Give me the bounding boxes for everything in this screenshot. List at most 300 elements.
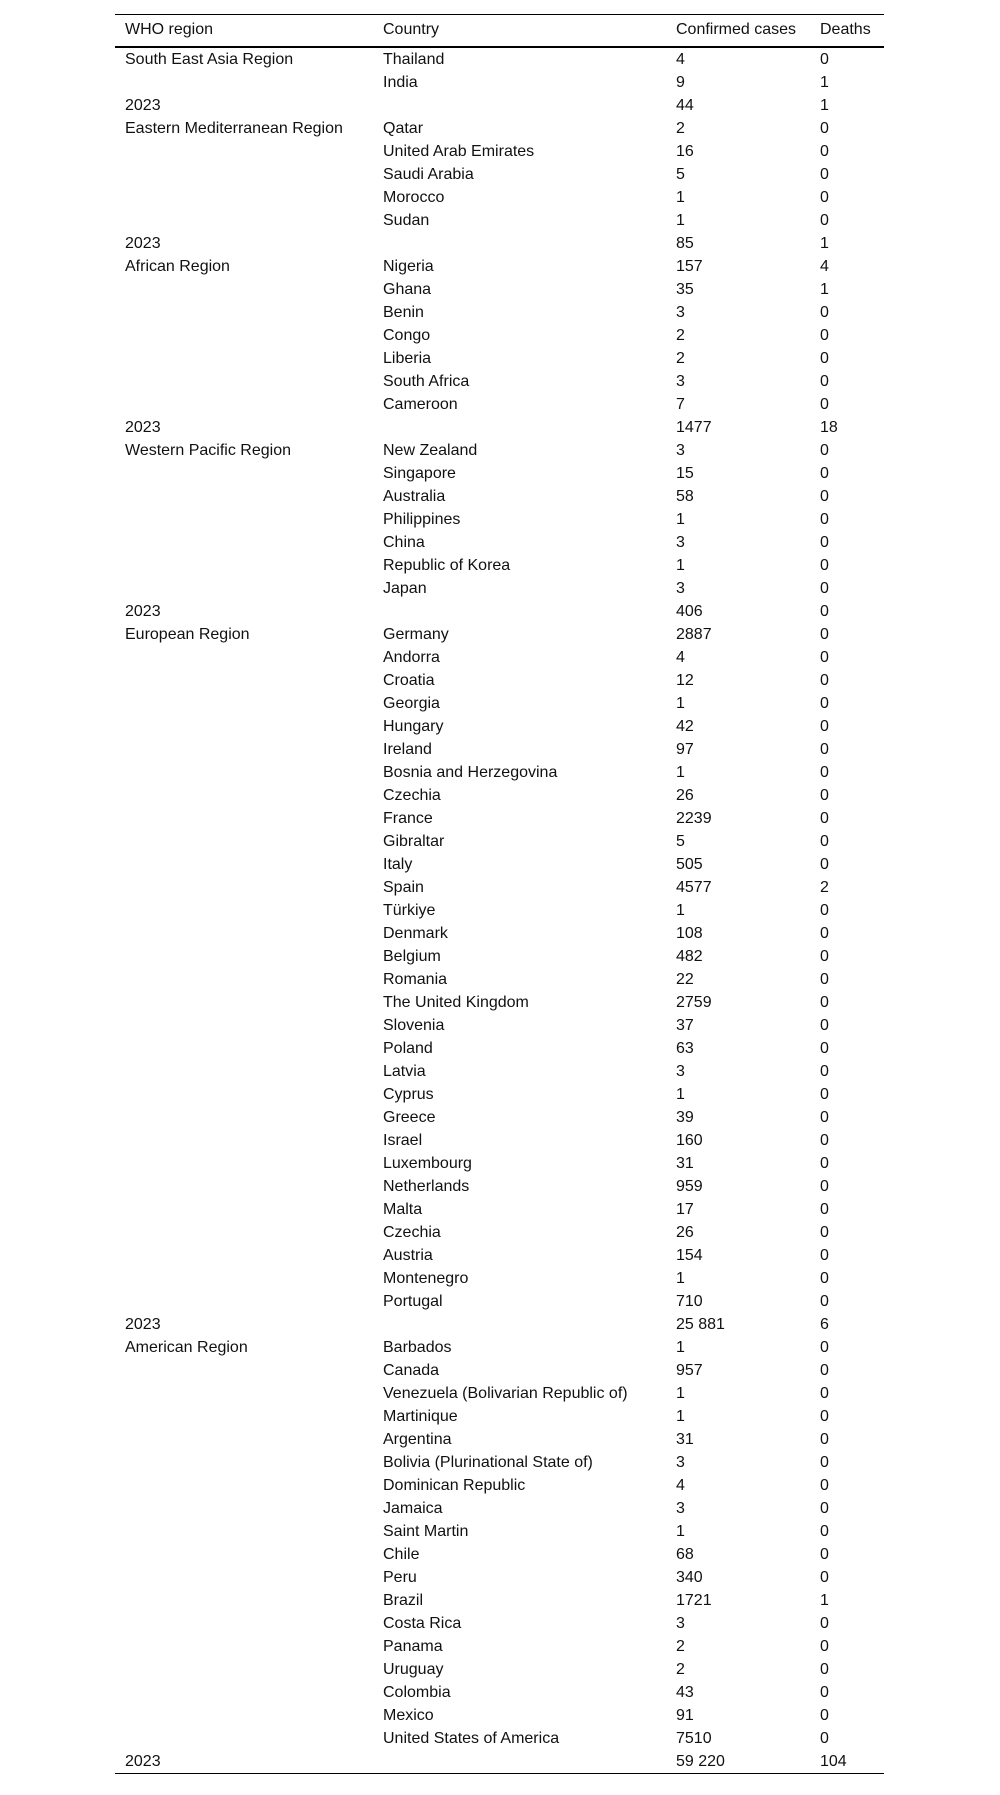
cell-who-region: [115, 485, 373, 508]
cell-country: Israel: [383, 1131, 423, 1149]
cell-country: Ghana: [383, 280, 432, 298]
cell-confirmed-cases: 7510: [676, 1729, 712, 1747]
cell-who-region: [115, 1704, 373, 1727]
cell-country: Australia: [383, 487, 446, 505]
cell-deaths: 0: [820, 1131, 829, 1149]
cell-deaths: 0: [820, 510, 829, 528]
cell-deaths: 0: [820, 50, 829, 68]
cell-confirmed-cases: 1: [676, 1407, 685, 1425]
cell-who-region: [115, 140, 373, 163]
cell-who-region: [115, 1129, 373, 1152]
table-row: [115, 1428, 884, 1451]
cell-deaths: 1: [820, 73, 829, 91]
table-row: [115, 347, 884, 370]
table-row: [115, 531, 884, 554]
header-row: [115, 15, 884, 47]
table-row: [115, 163, 884, 186]
cell-deaths: 104: [810, 1750, 884, 1774]
data-table-container: [115, 14, 884, 1774]
table-row: [115, 554, 884, 577]
table-row: [115, 876, 884, 899]
cell-deaths: 0: [820, 970, 829, 988]
header-deaths: Deaths: [810, 15, 884, 47]
header-who-region: WHO region: [115, 15, 373, 47]
cell-deaths: 0: [820, 1407, 829, 1425]
cell-confirmed-cases: 1: [676, 556, 685, 574]
cell-who-region: [115, 554, 373, 577]
cell-deaths: 0: [820, 993, 829, 1011]
cell-deaths: 0: [820, 1108, 829, 1126]
table-row: [115, 1175, 884, 1198]
cell-confirmed-cases: 160: [676, 1131, 703, 1149]
cell-who-region: [115, 876, 373, 899]
cell-deaths: 0: [820, 464, 829, 482]
table-row: [115, 1014, 884, 1037]
cell-confirmed-cases: 68: [676, 1545, 694, 1563]
cell-who-region: American Region: [125, 1338, 248, 1356]
cell-deaths: 0: [820, 947, 829, 965]
cell-deaths: 0: [820, 855, 829, 873]
cell-who-region: 2023: [125, 418, 161, 436]
table-row: [115, 1152, 884, 1175]
cell-deaths: 0: [820, 740, 829, 758]
cell-deaths: 0: [820, 1614, 829, 1632]
cell-who-region: [115, 922, 373, 945]
cell-deaths: 0: [820, 648, 829, 666]
cell-country: [373, 1750, 666, 1774]
cell-deaths: 0: [820, 786, 829, 804]
cell-deaths: 0: [820, 372, 829, 390]
cell-who-region: [115, 715, 373, 738]
cell-deaths: 0: [820, 809, 829, 827]
cell-confirmed-cases: 482: [676, 947, 703, 965]
cell-country: Saint Martin: [383, 1522, 469, 1540]
cell-confirmed-cases: 3: [676, 1499, 685, 1517]
cell-who-region: [115, 784, 373, 807]
cell-who-region: [115, 209, 373, 232]
table-row-subtotal: [115, 600, 884, 623]
cell-who-region: [115, 186, 373, 209]
cell-confirmed-cases: 37: [676, 1016, 694, 1034]
cell-confirmed-cases: 3: [676, 1453, 685, 1471]
cell-deaths: 0: [820, 1269, 829, 1287]
table-row: [115, 623, 884, 646]
cell-country: Andorra: [383, 648, 440, 666]
cell-confirmed-cases: 4: [676, 50, 685, 68]
cell-confirmed-cases: 25 881: [676, 1315, 725, 1333]
table-row: [115, 1037, 884, 1060]
table-row-subtotal: [115, 232, 884, 255]
cell-who-region: [115, 807, 373, 830]
table-row: [115, 853, 884, 876]
cell-country: Germany: [383, 625, 449, 643]
cell-confirmed-cases: 1: [676, 1085, 685, 1103]
cell-confirmed-cases: 44: [676, 96, 694, 114]
cell-country: Costa Rica: [383, 1614, 462, 1632]
cell-country: Martinique: [383, 1407, 458, 1425]
cell-confirmed-cases: 1: [676, 1384, 685, 1402]
cell-who-region: [115, 1106, 373, 1129]
cell-confirmed-cases: 39: [676, 1108, 694, 1126]
cell-deaths: 0: [820, 1200, 829, 1218]
table-row: [115, 1635, 884, 1658]
cell-country: [373, 1313, 666, 1336]
cell-country: Dominican Republic: [383, 1476, 526, 1494]
cell-who-region: [115, 1635, 373, 1658]
cell-country: Congo: [383, 326, 431, 344]
cell-country: Uruguay: [383, 1660, 444, 1678]
cell-country: Benin: [383, 303, 424, 321]
table-row: [115, 1060, 884, 1083]
header-country: Country: [373, 15, 666, 47]
cell-deaths: 0: [820, 694, 829, 712]
cell-who-region: [115, 1244, 373, 1267]
cell-deaths: 0: [820, 441, 829, 459]
cell-confirmed-cases: 2: [676, 349, 685, 367]
cell-deaths: 0: [820, 326, 829, 344]
table-row: [115, 255, 884, 278]
table-row: [115, 186, 884, 209]
cell-country: Netherlands: [383, 1177, 470, 1195]
header-confirmed-cases: Confirmed cases: [666, 15, 810, 47]
table-row: [115, 991, 884, 1014]
cell-country: Italy: [383, 855, 413, 873]
cell-country: Romania: [383, 970, 448, 988]
cell-who-region: [115, 370, 373, 393]
cell-who-region: [115, 1359, 373, 1382]
cell-confirmed-cases: 406: [676, 602, 703, 620]
cell-who-region: [115, 830, 373, 853]
cell-deaths: 0: [820, 1476, 829, 1494]
cell-deaths: 0: [820, 717, 829, 735]
cell-confirmed-cases: 35: [676, 280, 694, 298]
cell-confirmed-cases: 2: [676, 1660, 685, 1678]
cell-confirmed-cases: 2239: [676, 809, 712, 827]
cell-deaths: 0: [820, 1499, 829, 1517]
cell-country: Brazil: [383, 1591, 424, 1609]
cell-who-region: [115, 301, 373, 324]
cell-confirmed-cases: 31: [676, 1430, 694, 1448]
cell-deaths: 0: [820, 533, 829, 551]
cell-deaths: 0: [820, 349, 829, 367]
cell-who-region: [115, 71, 373, 94]
cell-who-region: Western Pacific Region: [125, 441, 291, 459]
cell-country: Bosnia and Herzegovina: [383, 763, 558, 781]
cell-confirmed-cases: 1: [676, 763, 685, 781]
cell-deaths: 0: [820, 924, 829, 942]
cell-confirmed-cases: 154: [676, 1246, 703, 1264]
cell-deaths: 0: [820, 1154, 829, 1172]
cell-who-region: [115, 1221, 373, 1244]
cell-confirmed-cases: 5: [676, 165, 685, 183]
cell-country: Cyprus: [383, 1085, 434, 1103]
cell-confirmed-cases: 957: [676, 1361, 703, 1379]
cell-deaths: 0: [820, 1062, 829, 1080]
table-row: [115, 209, 884, 232]
table-row: [115, 140, 884, 163]
table-body: [115, 47, 884, 1774]
cell-country: Nigeria: [383, 257, 434, 275]
cell-confirmed-cases: 26: [676, 1223, 694, 1241]
cell-country: China: [383, 533, 425, 551]
table-row: [115, 1382, 884, 1405]
table-row: [115, 1474, 884, 1497]
cell-deaths: 1: [820, 1591, 829, 1609]
cell-confirmed-cases: 59 220: [666, 1750, 810, 1774]
table-row: [115, 1083, 884, 1106]
cell-who-region: [115, 163, 373, 186]
cell-country: Belgium: [383, 947, 441, 965]
table-row: [115, 278, 884, 301]
cell-who-region: [115, 899, 373, 922]
cell-confirmed-cases: 91: [676, 1706, 694, 1724]
cell-who-region: [115, 1405, 373, 1428]
table-row: [115, 968, 884, 991]
cell-who-region: [115, 1083, 373, 1106]
table-row: [115, 47, 884, 71]
table-row: [115, 1106, 884, 1129]
cell-country: Spain: [383, 878, 424, 896]
cell-who-region: [115, 1382, 373, 1405]
table-row: [115, 945, 884, 968]
cell-confirmed-cases: 2759: [676, 993, 712, 1011]
cell-confirmed-cases: 108: [676, 924, 703, 942]
cell-country: Czechia: [383, 786, 441, 804]
cell-who-region: [115, 324, 373, 347]
cell-confirmed-cases: 58: [676, 487, 694, 505]
cell-confirmed-cases: 2887: [676, 625, 712, 643]
cell-who-region: [115, 1612, 373, 1635]
cell-deaths: 1: [820, 96, 829, 114]
cell-confirmed-cases: 3: [676, 372, 685, 390]
table-row: [115, 669, 884, 692]
cell-country: Luxembourg: [383, 1154, 472, 1172]
cell-who-region: European Region: [125, 625, 250, 643]
cell-country: [373, 94, 666, 117]
cell-who-region: African Region: [125, 257, 230, 275]
cell-confirmed-cases: 1: [676, 1338, 685, 1356]
table-row-subtotal: [115, 1313, 884, 1336]
cell-confirmed-cases: 12: [676, 671, 694, 689]
table-row: [115, 301, 884, 324]
cell-country: Qatar: [383, 119, 424, 137]
cell-who-region: [115, 462, 373, 485]
cell-who-region: 2023: [125, 234, 161, 252]
table-row: [115, 71, 884, 94]
cell-country: Singapore: [383, 464, 456, 482]
cell-deaths: 0: [820, 602, 829, 620]
cell-country: Malta: [383, 1200, 423, 1218]
cell-deaths: 0: [820, 556, 829, 574]
table-row: [115, 1520, 884, 1543]
cell-deaths: 0: [820, 832, 829, 850]
cell-confirmed-cases: 340: [676, 1568, 703, 1586]
cell-who-region: [115, 531, 373, 554]
cell-country: Gibraltar: [383, 832, 445, 850]
who-cases-table: [115, 14, 884, 1774]
cell-country: Montenegro: [383, 1269, 469, 1287]
cell-deaths: 0: [820, 1384, 829, 1402]
cell-confirmed-cases: 2: [676, 119, 685, 137]
cell-country: Poland: [383, 1039, 433, 1057]
cell-country: Philippines: [383, 510, 461, 528]
cell-country: New Zealand: [383, 441, 478, 459]
cell-who-region: [115, 1727, 373, 1750]
table-row: [115, 393, 884, 416]
cell-confirmed-cases: 3: [676, 441, 685, 459]
cell-country: Georgia: [383, 694, 440, 712]
cell-deaths: 0: [820, 1246, 829, 1264]
cell-confirmed-cases: 15: [676, 464, 694, 482]
cell-country: Slovenia: [383, 1016, 445, 1034]
cell-deaths: 0: [820, 1016, 829, 1034]
cell-deaths: 0: [820, 119, 829, 137]
cell-deaths: 0: [820, 625, 829, 643]
table-row: [115, 1290, 884, 1313]
table-row: [115, 1198, 884, 1221]
cell-country: France: [383, 809, 433, 827]
cell-deaths: 0: [820, 487, 829, 505]
cell-who-region: [115, 646, 373, 669]
table-row: [115, 1681, 884, 1704]
cell-confirmed-cases: 43: [676, 1683, 694, 1701]
cell-confirmed-cases: 1: [676, 694, 685, 712]
cell-country: Panama: [383, 1637, 443, 1655]
cell-deaths: 0: [820, 1522, 829, 1540]
cell-country: Czechia: [383, 1223, 441, 1241]
cell-country: Mexico: [383, 1706, 434, 1724]
cell-who-region: [115, 508, 373, 531]
cell-confirmed-cases: 17: [676, 1200, 694, 1218]
cell-who-region: [115, 991, 373, 1014]
table-row: [115, 1451, 884, 1474]
cell-country: United Arab Emirates: [383, 142, 535, 160]
cell-country: Cameroon: [383, 395, 458, 413]
cell-confirmed-cases: 16: [676, 142, 694, 160]
table-row: [115, 1704, 884, 1727]
cell-who-region: 2023: [125, 1315, 161, 1333]
table-row: [115, 1589, 884, 1612]
cell-country: Austria: [383, 1246, 433, 1264]
cell-country: Ireland: [383, 740, 432, 758]
table-row: [115, 1405, 884, 1428]
cell-who-region: [115, 1267, 373, 1290]
cell-deaths: 0: [820, 901, 829, 919]
cell-confirmed-cases: 1477: [676, 418, 712, 436]
table-row: [115, 439, 884, 462]
cell-confirmed-cases: 26: [676, 786, 694, 804]
cell-who-region: [115, 577, 373, 600]
table-row: [115, 1727, 884, 1750]
table-row: [115, 1497, 884, 1520]
cell-country: Thailand: [383, 50, 445, 68]
cell-confirmed-cases: 4: [676, 1476, 685, 1494]
cell-who-region: [115, 1589, 373, 1612]
cell-country: Greece: [383, 1108, 436, 1126]
table-row: [115, 462, 884, 485]
cell-deaths: 0: [820, 763, 829, 781]
cell-country: Argentina: [383, 1430, 452, 1448]
cell-confirmed-cases: 4577: [676, 878, 712, 896]
cell-confirmed-cases: 157: [676, 257, 703, 275]
cell-who-region: [115, 692, 373, 715]
table-header: [115, 15, 884, 47]
cell-country: Denmark: [383, 924, 448, 942]
cell-deaths: 0: [820, 142, 829, 160]
cell-confirmed-cases: 1: [676, 510, 685, 528]
cell-who-region: [115, 1451, 373, 1474]
cell-who-region: [115, 1543, 373, 1566]
cell-country: Croatia: [383, 671, 435, 689]
cell-who-region: South East Asia Region: [125, 50, 294, 68]
cell-country: Latvia: [383, 1062, 426, 1080]
cell-deaths: 0: [820, 1338, 829, 1356]
cell-deaths: 18: [820, 418, 838, 436]
cell-deaths: 1: [820, 280, 829, 298]
cell-who-region: [115, 968, 373, 991]
cell-country: [373, 600, 666, 623]
table-row: [115, 1359, 884, 1382]
cell-who-region: [115, 1474, 373, 1497]
cell-confirmed-cases: 2: [676, 1637, 685, 1655]
table-row: [115, 117, 884, 140]
cell-confirmed-cases: 22: [676, 970, 694, 988]
cell-country: Colombia: [383, 1683, 451, 1701]
cell-country: [373, 416, 666, 439]
cell-who-region: [115, 1658, 373, 1681]
table-row: [115, 807, 884, 830]
cell-confirmed-cases: 1: [676, 211, 685, 229]
table-row: [115, 784, 884, 807]
cell-confirmed-cases: 2: [676, 326, 685, 344]
cell-confirmed-cases: 97: [676, 740, 694, 758]
cell-deaths: 0: [820, 1361, 829, 1379]
cell-confirmed-cases: 3: [676, 303, 685, 321]
cell-deaths: 1: [820, 234, 829, 252]
cell-country: Peru: [383, 1568, 417, 1586]
cell-country: [373, 232, 666, 255]
cell-country: The United Kingdom: [383, 993, 529, 1011]
cell-deaths: 0: [820, 188, 829, 206]
cell-confirmed-cases: 959: [676, 1177, 703, 1195]
cell-deaths: 0: [820, 1637, 829, 1655]
cell-deaths: 0: [820, 1085, 829, 1103]
cell-deaths: 0: [820, 211, 829, 229]
cell-confirmed-cases: 42: [676, 717, 694, 735]
cell-who-region: 2023: [115, 1750, 373, 1774]
cell-who-region: [115, 1152, 373, 1175]
cell-confirmed-cases: 1: [676, 1522, 685, 1540]
cell-who-region: [115, 1428, 373, 1451]
cell-confirmed-cases: 1: [676, 901, 685, 919]
cell-country: Liberia: [383, 349, 432, 367]
cell-deaths: 0: [820, 1683, 829, 1701]
cell-deaths: 4: [820, 257, 829, 275]
cell-country: Hungary: [383, 717, 444, 735]
cell-who-region: [115, 1290, 373, 1313]
cell-who-region: [115, 1014, 373, 1037]
cell-who-region: [115, 278, 373, 301]
cell-country: Türkiye: [383, 901, 436, 919]
cell-who-region: [115, 853, 373, 876]
cell-deaths: 0: [820, 1223, 829, 1241]
table-row: [115, 922, 884, 945]
cell-deaths: 0: [820, 395, 829, 413]
cell-country: Chile: [383, 1545, 420, 1563]
cell-deaths: 0: [820, 579, 829, 597]
cell-confirmed-cases: 4: [676, 648, 685, 666]
table-row: [115, 646, 884, 669]
